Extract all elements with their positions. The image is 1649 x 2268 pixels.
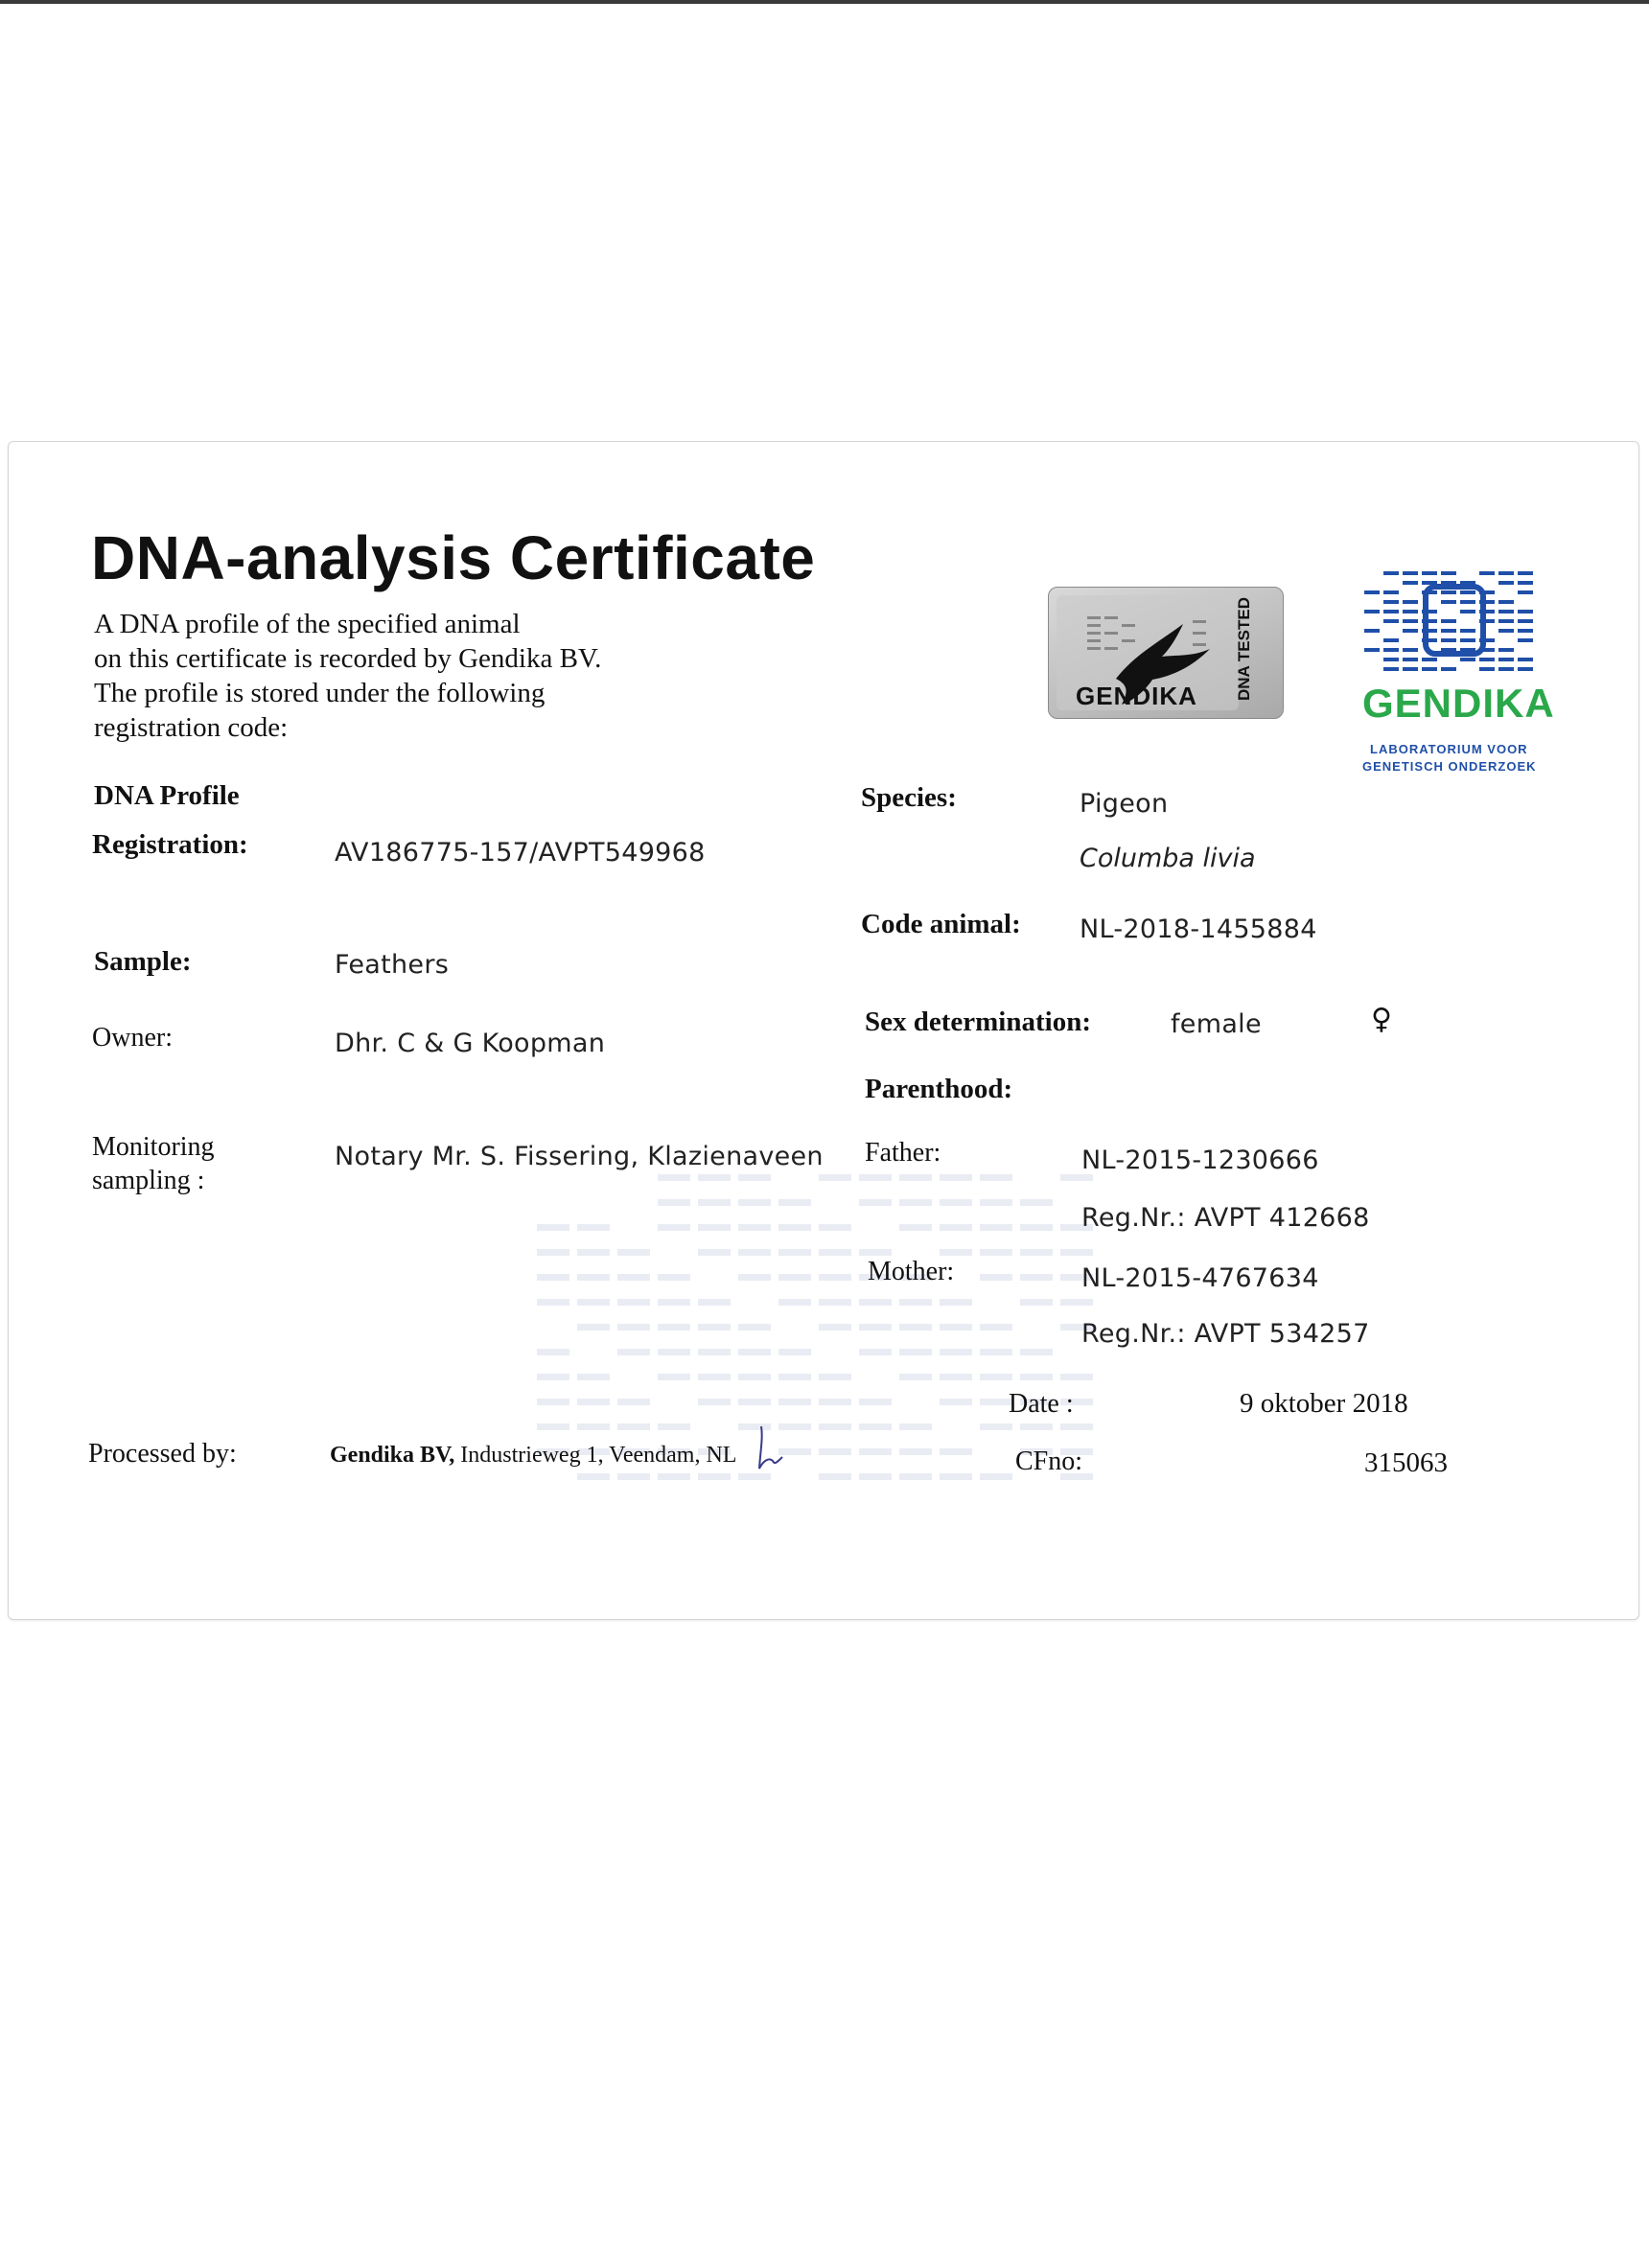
father-label: Father: [865, 1138, 941, 1168]
owner-label: Owner: [92, 1023, 173, 1053]
intro-line: registration code: [94, 712, 289, 743]
logo-name: GENDIKA [1362, 681, 1555, 726]
intro-line: The profile is stored under the following [94, 678, 546, 708]
date-value: 9 oktober 2018 [1240, 1388, 1408, 1419]
processed-value [330, 1443, 736, 1469]
mother-label: Mother: [868, 1257, 955, 1286]
sex-value: female [1171, 1009, 1262, 1039]
intro-line: on this certificate is recorded by Gendika BV. [94, 643, 602, 674]
monitoring-label-2: sampling : [92, 1166, 205, 1195]
cfno-label: CFno: [1015, 1446, 1083, 1476]
gendika-logo-mark [1357, 566, 1548, 681]
logo-tagline-2: GENETISCH ONDERZOEK [1362, 759, 1537, 774]
father-reg: Reg.Nr.: AVPT 412668 [1081, 1203, 1370, 1233]
cfno-value: 315063 [1364, 1447, 1448, 1478]
scan-edge [0, 0, 1649, 4]
species-latin: Columba livia [1080, 844, 1256, 873]
dna-profile-heading: DNA Profile [94, 780, 240, 811]
handwritten-initial [752, 1419, 790, 1476]
code-animal-value: NL-2018-1455884 [1080, 914, 1317, 944]
sample-value: Feathers [335, 950, 450, 980]
parenthood-label: Parenthood: [865, 1074, 1013, 1104]
processed-company: Gendika BV, [330, 1443, 455, 1468]
intro-line: A DNA profile of the specified animal [94, 609, 521, 639]
mother-value: NL-2015-4767634 [1081, 1263, 1319, 1293]
owner-value: Dhr. C & G Koopman [335, 1029, 606, 1058]
logo-tagline-1: LABORATORIUM VOOR [1370, 742, 1528, 756]
species-label: Species: [861, 782, 957, 813]
sticker-tag: DNA TESTED [1235, 597, 1253, 701]
monitoring-value: Notary Mr. S. Fissering, Klazienaveen [335, 1142, 824, 1171]
processed-label: Processed by: [88, 1439, 237, 1469]
sticker-brand: GENDIKA [1076, 682, 1197, 710]
female-symbol-icon: ♀ [1371, 1003, 1392, 1036]
dna-tested-sticker [1048, 587, 1284, 719]
father-value: NL-2015-1230666 [1081, 1146, 1319, 1175]
intro-text [94, 607, 688, 745]
registration-label: Registration: [92, 829, 248, 860]
registration-value: AV186775-157/AVPT549968 [335, 838, 706, 868]
sex-label: Sex determination: [865, 1007, 1091, 1037]
certificate-title: DNA-analysis Certificate [91, 523, 816, 592]
date-label: Date : [1009, 1389, 1074, 1419]
monitoring-label-1: Monitoring [92, 1132, 215, 1162]
gendika-logo [1357, 566, 1555, 781]
mother-reg: Reg.Nr.: AVPT 534257 [1081, 1319, 1370, 1349]
species-common: Pigeon [1080, 789, 1169, 819]
sample-label: Sample: [94, 946, 192, 977]
code-animal-label: Code animal: [861, 909, 1021, 939]
processed-address: Industrieweg 1, Veendam, NL [454, 1443, 737, 1468]
